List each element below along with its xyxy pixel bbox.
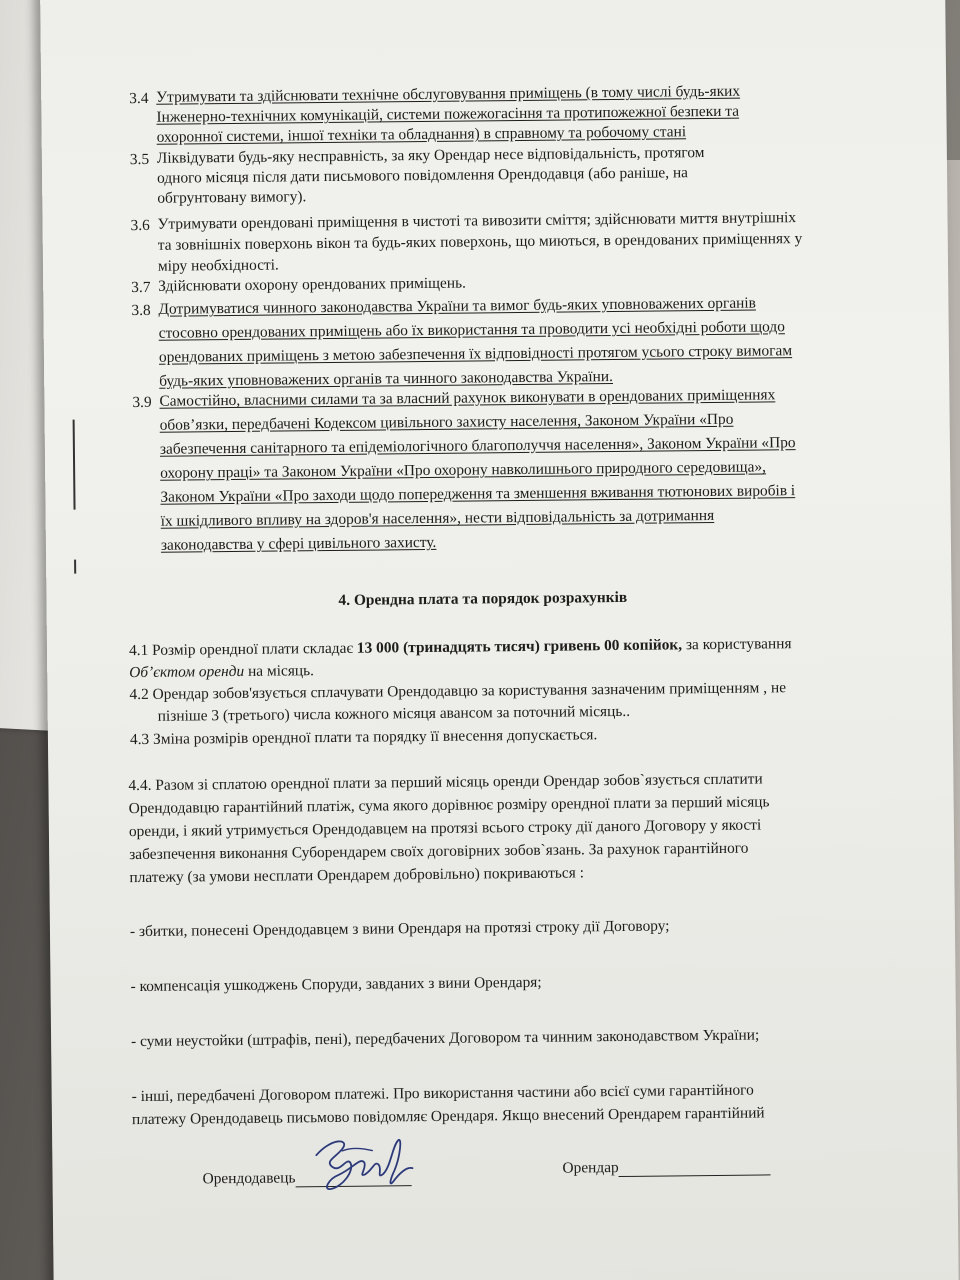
clause-line: міру необхідності. [157,256,279,275]
clause-number: 3.5 [129,150,150,169]
clause-4-4-line: 4.4. Разом зі сплатою орендної плати за перший місяць оренди Орендар зобов`язується сплатити [128,770,763,795]
clause-line: Законом України «Про заходи щодо попередження та зменшення вживання тютюнових виробів і [160,482,796,506]
clause-number: 3.7 [131,278,151,297]
clause-4-1-line: Об’єктом оренди на місяць. [129,662,315,682]
clause-line: їх шкідливого впливу на здоров'я населення», нести відповідальність за дотримання [160,506,715,530]
tenant-signature-line [619,1158,771,1177]
clause-line: законодавства у сфері цивільного захисту. [160,533,437,554]
clause-line: будь-яких уповноважених органів та чинного законодавства України. [159,368,614,390]
margin-mark [74,560,76,574]
clause-line: Утримувати та здійснювати технічне обслуговування приміщень (в тому числі будь-яких [156,82,741,106]
clause-line: Утримувати орендовані приміщення в чистоті та вивозити сміття; здійснювати миття внутрішніх [157,209,797,233]
document-page [40,0,959,1280]
clause-number: 3.8 [131,301,151,320]
clause-line: Дотримуватися чинного законодавства України та вимог будь-яких уповноважених органів [158,294,756,318]
tenant-signature-block: Орендар [562,1157,770,1177]
clause-line: стосовно орендованих приміщень або їх використання та проводити усі необхідні роботи щодо [158,318,785,342]
clause-4-4-line: Орендодавцю гарантійний платіж, сума якого дорівнює розміру орендної плати за перший місяць [128,793,770,818]
bullet-item-continuation: платежу Орендодавець письмово повідомляє Орендаря. Якщо внесений Орендарем гарантійний [131,1104,765,1129]
clause-number: 3.9 [132,393,152,412]
bullet-item: - суми неустойки (штрафів, пені), передбачених Договором та чинним законодавством України; [131,1026,760,1051]
clause-line: охорону праці» та Законом України «Про охорону навколишнього природного середовища», [160,458,767,482]
clause-number: 3.6 [130,216,150,235]
clause-number: 3.4 [129,89,149,108]
bullet-item: - інші, передбачені Договором платежі. Про використання частини або всієї суми гарантійного [131,1081,754,1106]
margin-mark [73,420,75,510]
clause-4-2-line: 4.2 Орендар зобов'язується сплачувати Орендодавцю за користування зазначеним приміщенням , не [129,679,787,704]
clause-line: обгрунтовану вимогу). [157,188,307,207]
clause-line: забезпечення санітарного та епідеміологічного благополуччя населення», Законом України «Про [159,434,796,458]
clause-line: Здійснювати охорону орендованих приміщень. [158,274,466,295]
handwritten-signature [302,1126,423,1197]
clause-4-2-line: пізніше 3 (третього) числа кожного місяця авансом за поточний місяць.. [157,702,631,725]
clause-4-4-line: платежу (за умови несплати Орендарем добровільно) покриваються : [129,864,585,887]
clause-4-4-line: оренди, і який утримується Орендодавцем на протязі всього строку дії даного Договору у якості [128,816,762,841]
bullet-item: - збитки, понесені Орендодавцем з вини Орендаря на протязі строку дії Договору; [129,917,670,941]
clause-4-4-line: забезпечення виконання Суборендарем своїх договірних зобов`язань. За рахунок гарантійного [129,839,749,864]
clause-line: Самостійно, власними силами та за власний рахунок виконувати в орендованих приміщеннях [159,386,776,410]
bullet-item: - компенсація ушкоджень Споруди, завданих з вини Орендаря; [130,973,542,996]
clause-line: Інженерно-технічних комунікацій, системи пожежогасіння та протипожежної безпеки та [156,102,740,126]
clause-line: одного місяця після дати письмового повідомлення Орендодавця (або раніше, на [156,164,689,187]
clause-line: орендованих приміщень з метою забезпечення їх відповідності протягом усього строку вимогам [158,342,793,366]
clause-line: охоронної системи, іншої техніки та обладнання) в справному та робочому стані [156,123,687,146]
clause-line: Ліквідувати будь-яку несправність, за яку Орендар несе відповідальність, протягом [156,144,705,167]
landlord-signature-block: Орендодавець [202,1168,411,1188]
clause-line: обов’язки, передбачені Кодексом цивільного захисту населення, Законом України «Про [159,410,734,434]
clause-line: та зовнішніх поверхонь вікон та будь-яких поверхонь, що миються, в орендованих приміщеннях у [157,230,803,254]
section-heading: 4. Орендна плата та порядок розрахунків [338,588,628,609]
clause-4-1-line: 4.1 Розмір орендної плати складає 13 000 (тринадцять тисяч) гривень 00 копійок, за користування [128,635,792,660]
clause-4-3-line: 4.3 Зміна розмірів орендної плати та порядку її внесення допускається. [129,726,598,749]
